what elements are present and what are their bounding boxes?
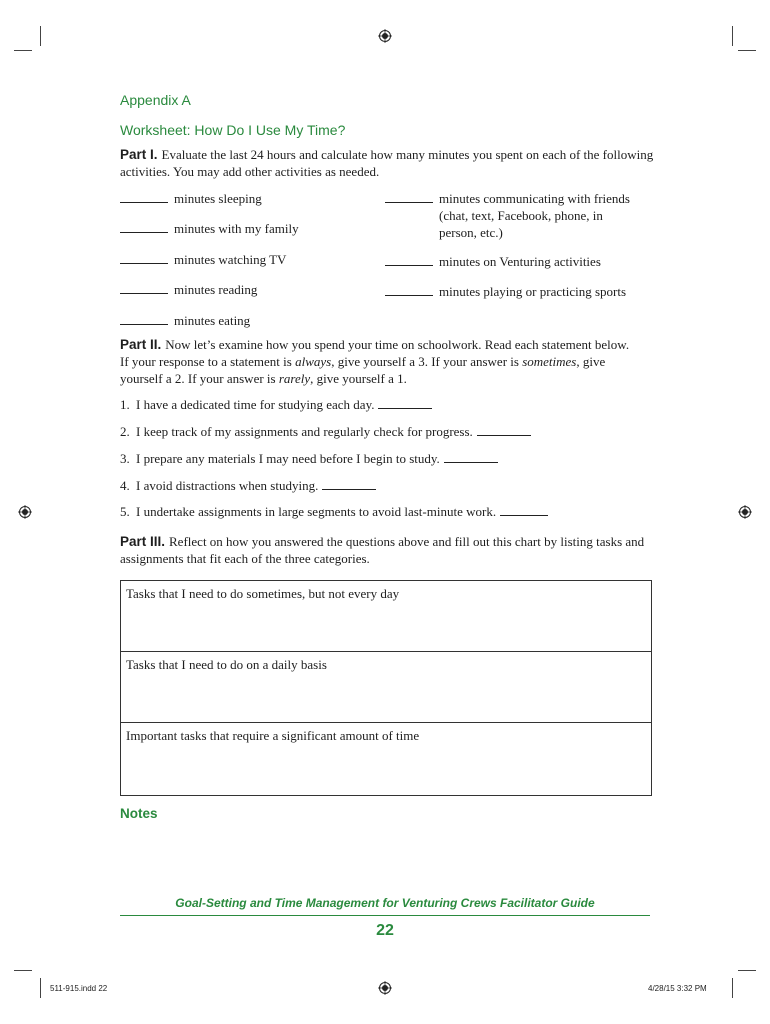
answer-blank[interactable] — [120, 314, 168, 325]
crop-mark — [40, 978, 41, 998]
part1-label: Part I. — [120, 147, 158, 162]
crop-mark — [14, 970, 32, 971]
notes-heading: Notes — [120, 806, 158, 821]
activity-item: minutes sleeping — [120, 190, 262, 207]
chart-row-important[interactable]: Important tasks that require a significant amount of time — [126, 728, 420, 743]
answer-blank[interactable] — [385, 255, 433, 266]
activity-item: minutes reading — [120, 281, 257, 298]
registration-mark-icon — [18, 505, 32, 519]
part2-intro: Part II. Now let’s examine how you spend your time on schoolwork. Read each statement below. If your response to a statement is always, give yourself a 3. If your answer is sometimes, give yourself a 2. If your answer is rarely, give yourself a 1. — [120, 337, 630, 386]
slug-file: 511-915.indd 22 — [50, 984, 108, 993]
answer-blank[interactable] — [120, 222, 168, 233]
part1-intro — [120, 146, 655, 180]
question-item: 2. I keep track of my assignments and regularly check for progress. — [120, 423, 531, 440]
question-item: 5. I undertake assignments in large segments to avoid last-minute work. — [120, 503, 548, 520]
part3-label: Part III. — [120, 534, 166, 549]
activity-item: minutes watching TV — [120, 251, 286, 268]
page-number: 22 — [376, 922, 394, 939]
activity-item: minutes communicating with friends (chat, text, Facebook, phone, in person, etc.) — [385, 190, 630, 241]
footer-title: Goal-Setting and Time Management for Venturing Crews Facilitator Guide — [175, 896, 595, 910]
activity-item: minutes on Venturing activities — [385, 253, 601, 270]
registration-mark-icon — [378, 29, 392, 43]
crop-mark — [40, 26, 41, 46]
answer-blank[interactable] — [378, 398, 432, 409]
registration-mark-icon — [738, 505, 752, 519]
footer-rule — [120, 915, 650, 916]
answer-blank[interactable] — [322, 479, 376, 490]
answer-blank[interactable] — [500, 505, 548, 516]
crop-mark — [14, 50, 32, 51]
answer-blank[interactable] — [444, 452, 498, 463]
registration-mark-icon — [378, 981, 392, 995]
answer-blank[interactable] — [385, 285, 433, 296]
appendix-label: Appendix A — [120, 92, 191, 108]
part3-intro: Part III. Reflect on how you answered the questions above and fill out this chart by listing tasks and assignments that fit each of the three categories. — [120, 534, 645, 566]
crop-mark — [738, 50, 756, 51]
chart-row-daily[interactable]: Tasks that I need to do on a daily basis — [121, 652, 651, 723]
answer-blank[interactable] — [477, 425, 531, 436]
task-chart — [120, 580, 652, 796]
answer-blank[interactable] — [120, 283, 168, 294]
answer-blank[interactable] — [120, 253, 168, 264]
part2-label: Part II. — [120, 337, 162, 352]
crop-mark — [732, 978, 733, 998]
activity-item: minutes eating — [120, 312, 250, 329]
answer-blank[interactable] — [120, 192, 168, 203]
slug-date: 4/28/15 3:32 PM — [648, 984, 707, 993]
question-item: 4. I avoid distractions when studying. — [120, 477, 376, 494]
part1-text: Evaluate the last 24 hours and calculate how many minutes you spent on each of the following activities. You may add other activities as needed. — [120, 147, 654, 179]
crop-mark — [738, 970, 756, 971]
chart-row-sometimes[interactable]: Tasks that I need to do sometimes, but not every day — [121, 581, 651, 652]
worksheet-title: Worksheet: How Do I Use My Time? — [120, 122, 346, 138]
crop-mark — [732, 26, 733, 46]
activity-item: minutes with my family — [120, 220, 299, 237]
question-item: 1. I have a dedicated time for studying each day. — [120, 396, 432, 413]
activity-item: minutes playing or practicing sports — [385, 283, 626, 300]
question-item: 3. I prepare any materials I may need before I begin to study. — [120, 450, 498, 467]
answer-blank[interactable] — [385, 192, 433, 203]
